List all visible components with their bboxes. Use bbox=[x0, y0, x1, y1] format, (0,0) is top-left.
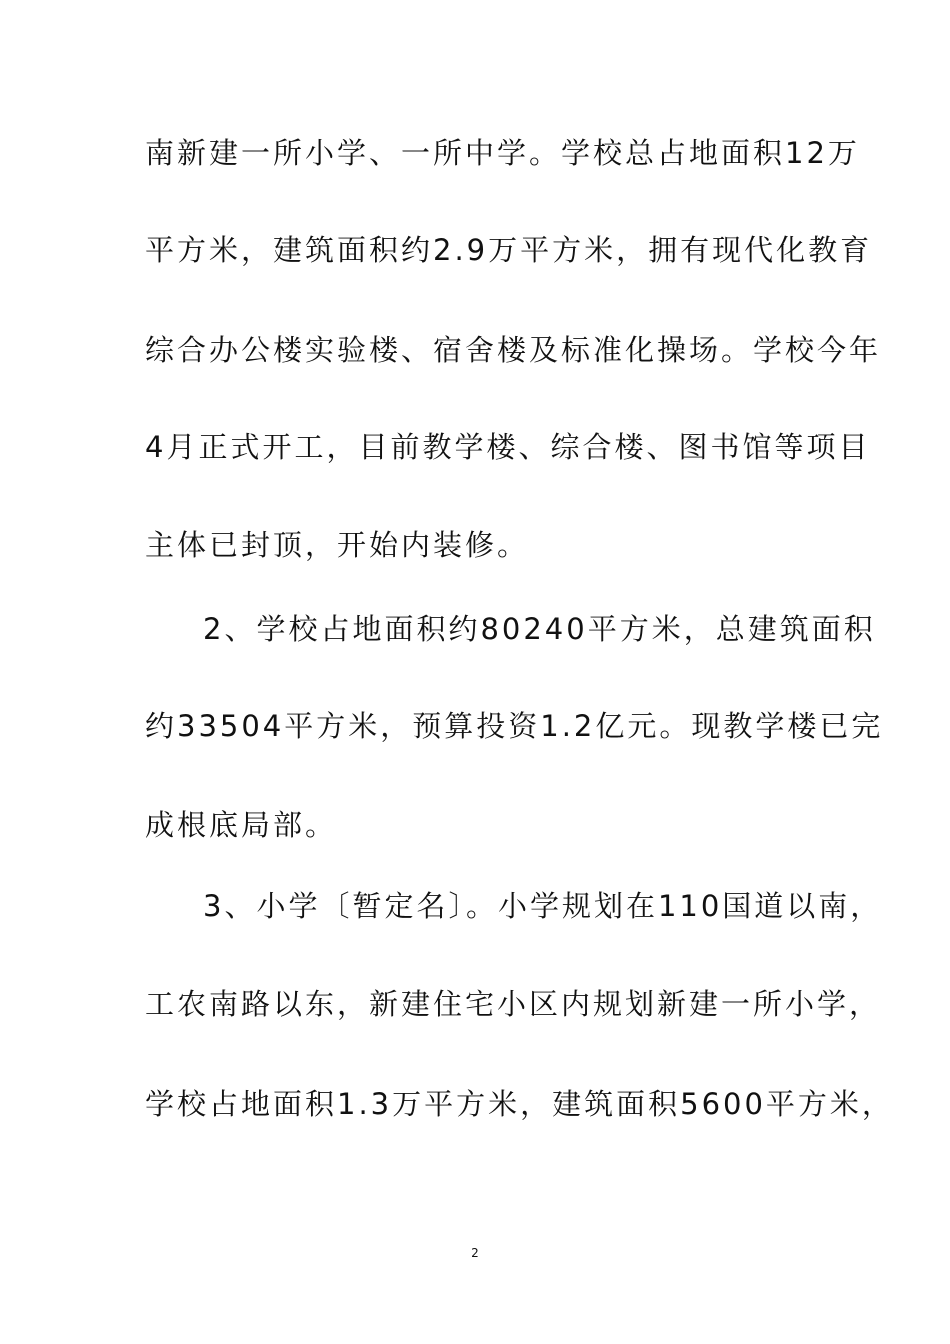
text-line: 4月正式开工，目前教学楼、综合楼、图书馆等项目 bbox=[145, 430, 871, 464]
paragraph-start-line: 2、学校占地面积约80240平方米，总建筑面积 bbox=[203, 612, 876, 646]
page-number: 2 bbox=[471, 1246, 479, 1260]
paragraph-start-line: 3、小学〔暂定名〕。小学规划在110国道以南， bbox=[203, 889, 883, 923]
text-line: 约33504平方米，预算投资1.2亿元。现教学楼已完 bbox=[145, 709, 884, 743]
text-line: 工农南路以东，新建住宅小区内规划新建一所小学， bbox=[145, 987, 882, 1021]
text-line: 学校占地面积1.3万平方米，建筑面积5600平方米， bbox=[145, 1087, 894, 1121]
text-line: 综合办公楼实验楼、宿舍楼及标准化操场。学校今年 bbox=[145, 333, 882, 367]
text-line: 成根底局部。 bbox=[145, 808, 338, 842]
text-line: 主体已封顶，开始内装修。 bbox=[145, 528, 530, 562]
text-line: 平方米，建筑面积约2.9万平方米，拥有现代化教育 bbox=[145, 233, 873, 267]
text-line: 南新建一所小学、一所中学。学校总占地面积12万 bbox=[145, 136, 860, 170]
